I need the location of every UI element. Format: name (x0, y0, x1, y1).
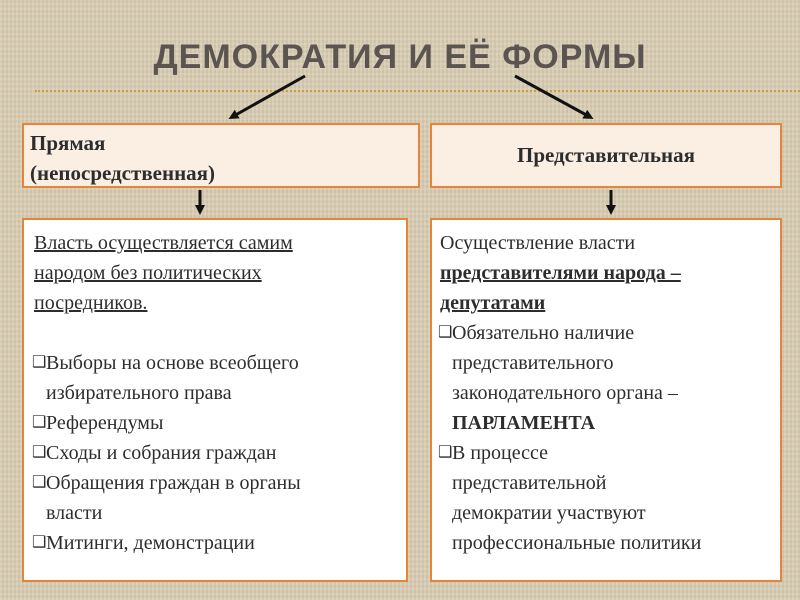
list-item-rallies: ❑ Митинги, демонстрации (34, 528, 398, 558)
direct-democracy-header (22, 123, 420, 188)
arrow-to-representative (515, 76, 590, 117)
rep-intro-line3: депутатами (440, 292, 546, 314)
representative-democracy-panel (430, 218, 782, 582)
representative-header-label: Представительная (517, 143, 695, 167)
checkbox-bullet-icon: ❑ (32, 354, 47, 371)
checkbox-bullet-icon: ❑ (32, 444, 47, 461)
direct-democracy-panel (22, 218, 408, 582)
checkbox-bullet-icon: ❑ (32, 534, 47, 551)
checkbox-bullet-icon: ❑ (438, 444, 453, 461)
rep-intro-line1: Осуществление власти (440, 232, 636, 254)
checkbox-bullet-icon: ❑ (438, 324, 453, 341)
direct-intro-line1: Власть осуществляется самим (34, 232, 293, 254)
list-item-professionals: ❑ В процессе представительной демократии участвуют профессиональные политики (440, 438, 774, 558)
list-item-assemblies: ❑ Сходы и собрания граждан (34, 438, 398, 468)
direct-intro-line2: народом без политических (34, 262, 262, 284)
list-item-elections: ❑ Выборы на основе всеобщего избирательного права (34, 348, 398, 408)
list-item-appeals: ❑ Обращения граждан в органы власти (34, 468, 398, 528)
list-item-referendums: ❑ Референдумы (34, 408, 398, 438)
checkbox-bullet-icon: ❑ (32, 474, 47, 491)
title-divider (35, 90, 800, 92)
direct-header-line2: (непосредственная) (30, 161, 216, 185)
checkbox-bullet-icon: ❑ (32, 414, 47, 431)
rep-intro-line2: представителями народа – (440, 262, 681, 284)
page-title: ДЕМОКРАТИЯ И ЕЁ ФОРМЫ (153, 38, 647, 76)
direct-intro-line3: посредников. (34, 292, 148, 314)
representative-democracy-header (430, 123, 782, 188)
arrow-to-direct (232, 76, 305, 117)
list-item-parliament: ❑ Обязательно наличие представительного законодательного органа – ПАРЛАМЕНТА (440, 318, 774, 438)
direct-header-line1: Прямая (30, 131, 106, 155)
